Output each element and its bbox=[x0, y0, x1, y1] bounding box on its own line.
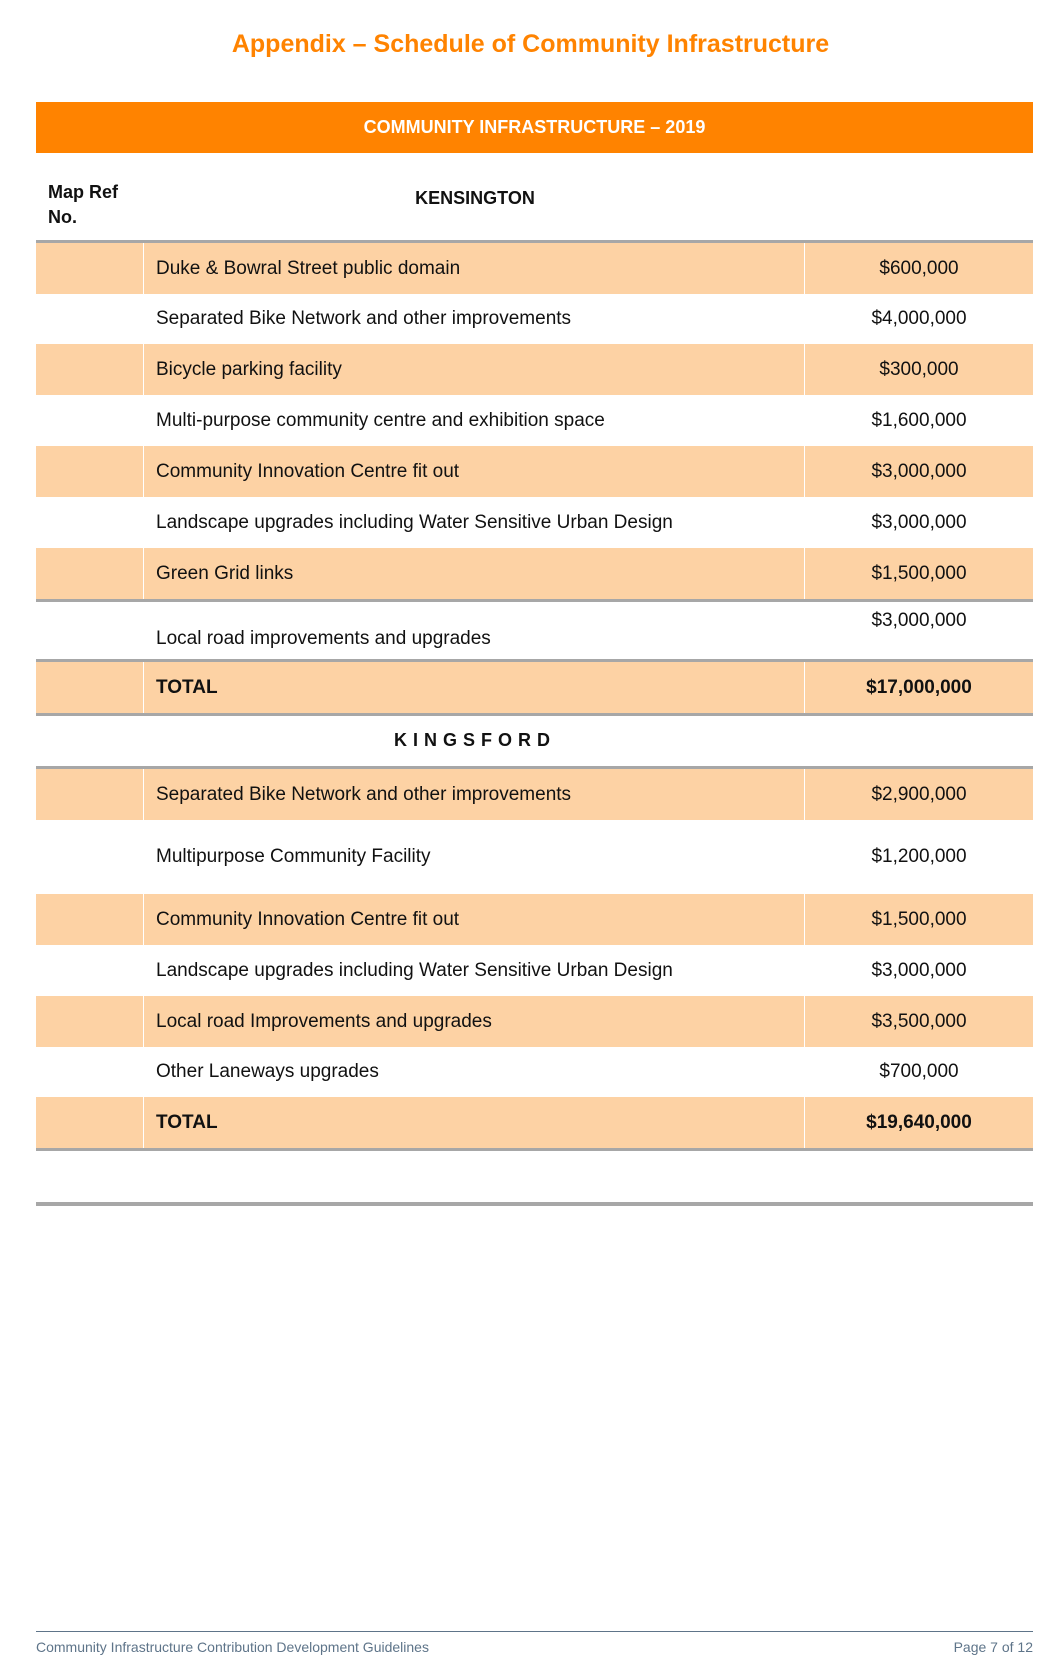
item-value: $3,000,000 bbox=[871, 511, 967, 533]
map-ref-cell bbox=[36, 294, 144, 344]
map-ref-cell bbox=[36, 548, 144, 599]
map-ref-cell bbox=[36, 769, 144, 820]
map-ref-cell bbox=[36, 243, 144, 294]
total-value: $17,000,000 bbox=[866, 676, 972, 698]
table-row bbox=[36, 996, 1033, 1047]
table-banner: COMMUNITY INFRASTRUCTURE – 2019 bbox=[36, 102, 1033, 153]
item-description: Local road improvements and upgrades bbox=[156, 628, 491, 649]
item-description: Separated Bike Network and other improvements bbox=[144, 769, 805, 820]
map-ref-cell bbox=[36, 662, 144, 713]
area-header-kensington: KENSINGTON bbox=[415, 188, 535, 208]
item-value: $2,900,000 bbox=[871, 783, 967, 805]
table-row bbox=[36, 240, 1033, 294]
item-description: Multipurpose Community Facility bbox=[144, 820, 805, 894]
table-row bbox=[36, 497, 1033, 548]
item-value: $700,000 bbox=[879, 1061, 959, 1082]
map-ref-cell bbox=[36, 446, 144, 497]
table-row bbox=[36, 548, 1033, 602]
item-value: $1,200,000 bbox=[871, 846, 967, 867]
table-row bbox=[36, 602, 1033, 660]
footer-document-title: Community Infrastructure Contribution Development Guidelines bbox=[36, 1639, 429, 1655]
item-value: $3,500,000 bbox=[871, 1010, 967, 1032]
item-value: $3,000,000 bbox=[871, 610, 967, 631]
table-row bbox=[36, 766, 1033, 820]
table-row bbox=[36, 446, 1033, 497]
total-label: TOTAL bbox=[144, 662, 805, 713]
item-description: Local road Improvements and upgrades bbox=[144, 996, 805, 1047]
map-ref-header: Map Ref No. bbox=[48, 182, 119, 227]
item-value: $1,600,000 bbox=[871, 409, 967, 431]
table-row bbox=[36, 1047, 1033, 1097]
item-description: Community Innovation Centre fit out bbox=[144, 446, 805, 497]
footer-divider bbox=[36, 1631, 1033, 1632]
item-value: $1,500,000 bbox=[871, 562, 967, 584]
table-bottom-border bbox=[36, 1202, 1033, 1206]
item-description: Green Grid links bbox=[144, 548, 805, 599]
item-value: $300,000 bbox=[879, 358, 959, 380]
item-description: Landscape upgrades including Water Sensitive Urban Design bbox=[144, 497, 805, 548]
item-value: $3,000,000 bbox=[871, 460, 967, 482]
map-ref-cell bbox=[36, 945, 144, 996]
table-row bbox=[36, 294, 1033, 344]
item-value: $600,000 bbox=[879, 257, 959, 279]
page-title: Appendix – Schedule of Community Infrastructure bbox=[231, 30, 830, 58]
item-description: Multi-purpose community centre and exhibition space bbox=[144, 395, 805, 446]
total-row-kingsford bbox=[36, 1097, 1033, 1151]
item-value: $1,500,000 bbox=[871, 908, 967, 930]
map-ref-cell bbox=[36, 996, 144, 1047]
item-description: Bicycle parking facility bbox=[144, 344, 805, 395]
map-ref-cell bbox=[36, 497, 144, 548]
table-row bbox=[36, 894, 1033, 945]
total-value: $19,640,000 bbox=[866, 1111, 972, 1133]
total-row-kensington bbox=[36, 659, 1033, 716]
item-description: Duke & Bowral Street public domain bbox=[144, 243, 805, 294]
item-description: Landscape upgrades including Water Sensitive Urban Design bbox=[144, 945, 805, 996]
map-ref-cell bbox=[36, 602, 144, 660]
item-value: $3,000,000 bbox=[871, 959, 967, 981]
map-ref-cell bbox=[36, 1097, 144, 1148]
table-row bbox=[36, 945, 1033, 996]
table-row bbox=[36, 395, 1033, 446]
item-description: Separated Bike Network and other improvements bbox=[144, 294, 805, 344]
map-ref-cell bbox=[36, 894, 144, 945]
map-ref-cell bbox=[36, 1047, 144, 1097]
map-ref-cell bbox=[36, 395, 144, 446]
footer-page-number: Page 7 of 12 bbox=[953, 1639, 1033, 1655]
total-label: TOTAL bbox=[144, 1097, 805, 1148]
item-description: Other Laneways upgrades bbox=[144, 1047, 805, 1097]
map-ref-cell bbox=[36, 344, 144, 395]
table-row bbox=[36, 820, 1033, 894]
item-description: Community Innovation Centre fit out bbox=[144, 894, 805, 945]
table-row bbox=[36, 344, 1033, 395]
map-ref-cell bbox=[36, 820, 144, 894]
item-value: $4,000,000 bbox=[871, 308, 967, 329]
area-header-kingsford: KINGSFORD bbox=[394, 730, 556, 750]
